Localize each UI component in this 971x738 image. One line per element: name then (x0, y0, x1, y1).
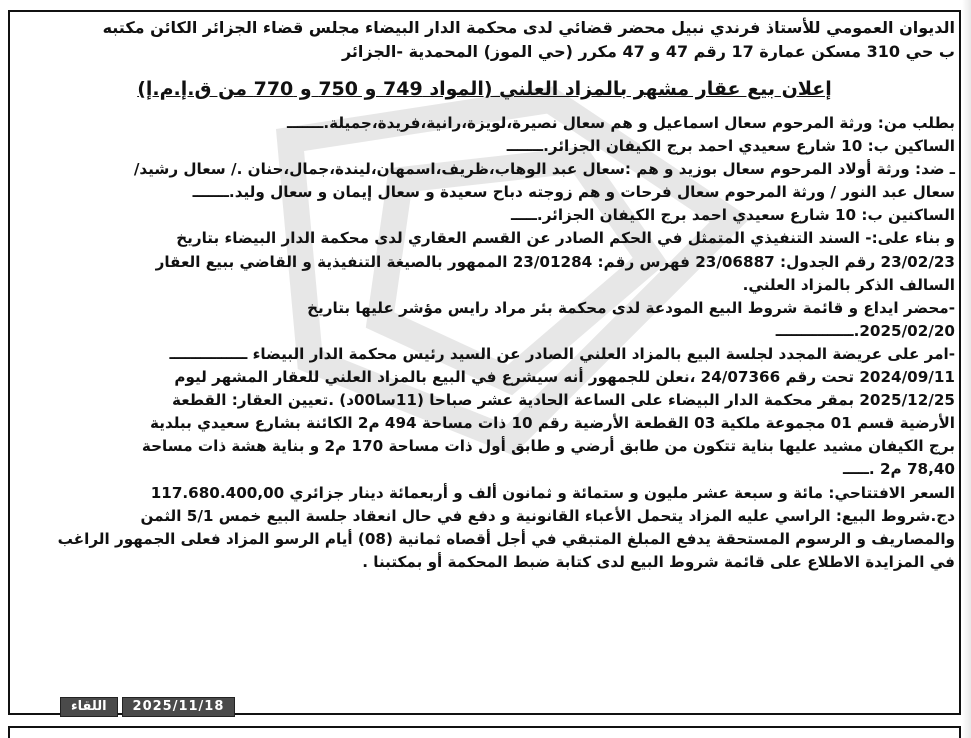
body-line: -محضر ايداع و قائمة شروط البيع المودعة لدى محكمة بئر مراد رايس مؤشر عليها بتاريخ (307, 298, 955, 317)
body-line: والمصاريف و الرسوم المستحقة يدفع المبلغ المتبقي في أجل أقصاه ثمانية (08) أيام الرسو المزاد فعلى الجمهور الراغب (57, 529, 955, 548)
newspaper-name-badge: اللقاء (60, 697, 118, 717)
next-notice-border (8, 726, 961, 738)
body-line: الساكنين ب: 10 شارع سعيدي احمد برج الكيفان الجزائر.ـــــ (510, 206, 955, 225)
body-line: الأرضية قسم 01 مجموعة ملكية 03 القطعة الأرضية رقم 10 ذات مساحة 494 م2 الكائنة بشارع سعيدي ببلدية (150, 414, 955, 433)
publication-date-badge: 2025/11/18 (122, 697, 236, 717)
body-line: في المزايدة الاطلاع على قائمة شروط البيع لدى كتابة ضبط المحكمة أو بمكتبنا . (362, 552, 955, 571)
body-line: -امر على عريضة المجدد لجلسة البيع بالمزاد العلني الصادر عن السيد رئيس محكمة الدار البيضاء ـــــــــــــــ (169, 344, 955, 363)
body-line: السعر الافتتاحي: مائة و سبعة عشر مليون و ستمائة و ثمانون ألف و أربعمائة دينار جزائري 117.680.400,00 (150, 483, 955, 502)
page-edge-shadow (962, 0, 971, 738)
body-line: و بناء على:- السند التنفيذي المتمثل في الحكم الصادر عن القسم العقاري لدى محكمة الدار البيضاء بتاريخ (176, 229, 955, 248)
body-line: السالف الذكر بالمزاد العلني. (742, 275, 955, 294)
body-line: دج.شروط البيع: الراسي عليه المزاد يتحمل الأعباء القانونية و دفع في حال انعقاد جلسة البيع خمس 5/1 الثمن (140, 506, 955, 525)
body-line: سعال عبد النور / ورثة المرحوم سعال فرحات و هم زوجته دباح سعيدة و سعال إيمان و سعال وليد.ـــــــ (192, 183, 955, 202)
body-line: 23/02/23 رقم الجدول: 23/06887 فهرس رقم: 23/01284 الممهور بالصيغة التنفيذية و القاضي ببيع العقار (155, 252, 955, 271)
bailiff-office-line-1: الديوان العمومي للأستاذ فرندي نبيل محضر قضائي لدى محكمة الدار البيضاء مجلس قضاء الجزائر الكائن مكتبه (102, 18, 955, 37)
body-line: الساكين ب: 10 شارع سعيدي احمد برج الكيفان الجزائر.ـــــــ (506, 137, 955, 156)
body-line: برج الكيفان مشيد عليها بناية تتكون من طابق أرضي و طابق أول ذات مساحة 170 م2 و بناية هشة ذات مساحة (141, 437, 955, 456)
body-line: 2025/02/20.ـــــــــــــــ (775, 321, 955, 340)
body-line: 2024/09/11 تحت رقم 24/07366 ،نعلن للجمهور أنه سيشرع في البيع بالمزاد العلني للعقار المشهر ليوم (174, 368, 955, 387)
body-line: 2025/12/25 بمقر محكمة الدار البيضاء على الساعة الحادية عشر صباحا (11سا00د) .تعيين العقار: القطعة (171, 391, 955, 410)
notice-content (14, 16, 955, 696)
body-line: بطلب من: ورثة المرحوم سعال اسماعيل و هم سعال نصيرة،لويزة،رانية،فريدة،جميلة.ـــــــ (287, 114, 955, 132)
body-line: 78,40 م2 .ـــــ (842, 460, 955, 479)
bailiff-office-line-2: ب حي 310 مسكن عمارة 17 رقم 47 و 47 مكرر (حي الموز) المحمدية -الجزائر (341, 42, 955, 61)
body-line: ـ ضد: ورثة أولاد المرحوم سعال بوزيد و هم :سعال عبد الوهاب،ظريف،اسمهان،ليندة،جمال،حنان ./ سعال رشيد/ (133, 160, 955, 179)
publication-footer (60, 697, 235, 717)
notice-title: إعلان بيع عقار مشهر بالمزاد العلني (المواد 749 و 750 و 770 من ق.إ.م.إ) (137, 78, 832, 100)
